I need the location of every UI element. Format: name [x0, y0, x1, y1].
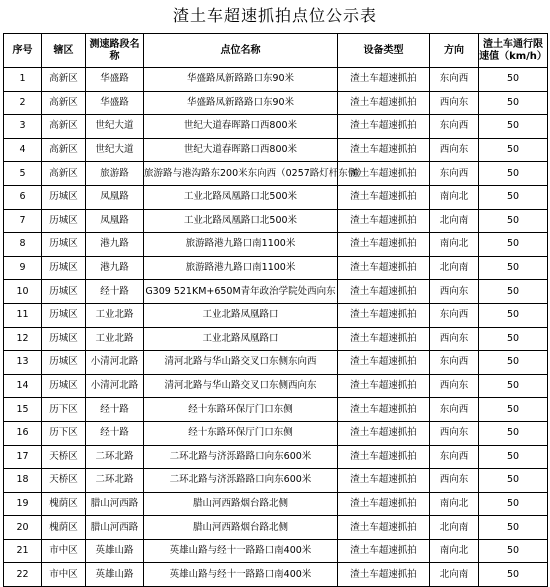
- cell-road-segment: 小清河北路: [86, 351, 144, 375]
- cell-road-segment: 小清河北路: [86, 374, 144, 398]
- cell-location: 经十东路环保厅门口东侧: [144, 398, 338, 422]
- cell-district: 历城区: [42, 185, 86, 209]
- cell-road-segment: 腊山河西路: [86, 516, 144, 540]
- cell-index: 2: [4, 91, 42, 115]
- cell-road-segment: 经十路: [86, 421, 144, 445]
- cell-district: 高新区: [42, 138, 86, 162]
- table-row: [4, 162, 548, 186]
- cell-road-segment: 凤凰路: [86, 185, 144, 209]
- header-road-segment: 测速路段名称: [86, 34, 144, 68]
- cell-district: 市中区: [42, 563, 86, 587]
- cell-device-type: 渣土车超速抓拍: [338, 280, 430, 304]
- cell-speed-limit: 50: [479, 185, 548, 209]
- table-row: [4, 351, 548, 375]
- cell-district: 高新区: [42, 68, 86, 92]
- cell-direction: 西向东: [430, 91, 479, 115]
- header-district: 辖区: [42, 34, 86, 68]
- table-row: [4, 445, 548, 469]
- cell-direction: 东向西: [430, 445, 479, 469]
- cell-direction: 北向南: [430, 256, 479, 280]
- cell-location: 世纪大道春晖路口西800米: [144, 138, 338, 162]
- cell-road-segment: 港九路: [86, 233, 144, 257]
- cell-direction: 西向东: [430, 280, 479, 304]
- table-row: [4, 421, 548, 445]
- cell-speed-limit: 50: [479, 68, 548, 92]
- cell-speed-limit: 50: [479, 138, 548, 162]
- cell-road-segment: 经十路: [86, 280, 144, 304]
- cell-district: 历下区: [42, 398, 86, 422]
- table-row: [4, 209, 548, 233]
- cell-district: 历城区: [42, 209, 86, 233]
- cell-direction: 南向北: [430, 233, 479, 257]
- cell-road-segment: 世纪大道: [86, 138, 144, 162]
- cell-device-type: 渣土车超速抓拍: [338, 516, 430, 540]
- cell-speed-limit: 50: [479, 398, 548, 422]
- table-row: [4, 185, 548, 209]
- cell-road-segment: 二环北路: [86, 469, 144, 493]
- cell-location: 旅游路港九路口南1100米: [144, 256, 338, 280]
- cell-road-segment: 华盛路: [86, 91, 144, 115]
- cell-device-type: 渣土车超速抓拍: [338, 209, 430, 233]
- cell-speed-limit: 50: [479, 469, 548, 493]
- table-row: [4, 91, 548, 115]
- cell-district: 高新区: [42, 91, 86, 115]
- cell-index: 9: [4, 256, 42, 280]
- cell-district: 高新区: [42, 115, 86, 139]
- cell-index: 6: [4, 185, 42, 209]
- cell-index: 11: [4, 303, 42, 327]
- cell-location: 世纪大道春晖路口西800米: [144, 115, 338, 139]
- cell-district: 天桥区: [42, 469, 86, 493]
- cell-district: 历城区: [42, 256, 86, 280]
- cell-index: 17: [4, 445, 42, 469]
- cell-direction: 东向西: [430, 351, 479, 375]
- cell-index: 7: [4, 209, 42, 233]
- cell-speed-limit: 50: [479, 445, 548, 469]
- cell-district: 历城区: [42, 303, 86, 327]
- cell-index: 3: [4, 115, 42, 139]
- table-row: [4, 115, 548, 139]
- page-title: 渣土车超速抓拍点位公示表: [172, 6, 377, 25]
- header-device-type: 设备类型: [338, 34, 430, 68]
- table-row: [4, 138, 548, 162]
- cell-district: 槐荫区: [42, 492, 86, 516]
- cell-location: 工业北路凤凰路口北500米: [144, 185, 338, 209]
- cell-index: 14: [4, 374, 42, 398]
- table-row: [4, 492, 548, 516]
- cell-road-segment: 二环北路: [86, 445, 144, 469]
- cell-location: 华盛路凤新路路口东90米: [144, 68, 338, 92]
- cell-road-segment: 旅游路: [86, 162, 144, 186]
- cell-direction: 北向南: [430, 516, 479, 540]
- cell-speed-limit: 50: [479, 351, 548, 375]
- cell-district: 历下区: [42, 421, 86, 445]
- cell-device-type: 渣土车超速抓拍: [338, 563, 430, 587]
- cell-index: 10: [4, 280, 42, 304]
- cell-direction: 东向西: [430, 162, 479, 186]
- cell-index: 15: [4, 398, 42, 422]
- cell-index: 21: [4, 539, 42, 563]
- cell-direction: 东向西: [430, 303, 479, 327]
- header-index: 序号: [4, 34, 42, 68]
- cell-location: 清河北路与华山路交叉口东侧东向西: [144, 351, 338, 375]
- cell-district: 历城区: [42, 351, 86, 375]
- table-row: [4, 327, 548, 351]
- cell-device-type: 渣土车超速抓拍: [338, 351, 430, 375]
- table-row: [4, 374, 548, 398]
- cell-district: 天桥区: [42, 445, 86, 469]
- table-row: [4, 469, 548, 493]
- cell-location: 清河北路与华山路交叉口东侧西向东: [144, 374, 338, 398]
- cell-device-type: 渣土车超速抓拍: [338, 492, 430, 516]
- cell-location: 英雄山路与经十一路路口南400米: [144, 539, 338, 563]
- cell-index: 5: [4, 162, 42, 186]
- cell-speed-limit: 50: [479, 209, 548, 233]
- cell-direction: 北向南: [430, 209, 479, 233]
- table-row: [4, 68, 548, 92]
- cell-direction: 东向西: [430, 68, 479, 92]
- cell-direction: 南向北: [430, 492, 479, 516]
- cell-speed-limit: 50: [479, 91, 548, 115]
- cell-index: 18: [4, 469, 42, 493]
- cell-index: 1: [4, 68, 42, 92]
- cell-speed-limit: 50: [479, 421, 548, 445]
- cell-road-segment: 华盛路: [86, 68, 144, 92]
- cell-speed-limit: 50: [479, 115, 548, 139]
- cell-device-type: 渣土车超速抓拍: [338, 303, 430, 327]
- cell-index: 13: [4, 351, 42, 375]
- cell-speed-limit: 50: [479, 327, 548, 351]
- cell-location: 工业北路凤凰路口北500米: [144, 209, 338, 233]
- cell-road-segment: 港九路: [86, 256, 144, 280]
- cell-device-type: 渣土车超速抓拍: [338, 445, 430, 469]
- cell-road-segment: 经十路: [86, 398, 144, 422]
- cell-location: 旅游路与港沟路东200米东向西（0257路灯杆东侧）: [144, 162, 338, 186]
- table-row: [4, 398, 548, 422]
- cell-device-type: 渣土车超速抓拍: [338, 162, 430, 186]
- table-row: [4, 516, 548, 540]
- table-row: [4, 256, 548, 280]
- cell-district: 槐荫区: [42, 516, 86, 540]
- cell-location: 二环北路与济泺路路口向东600米: [144, 445, 338, 469]
- table-row: [4, 280, 548, 304]
- table-header-row: [4, 34, 548, 68]
- cell-district: 高新区: [42, 162, 86, 186]
- cell-district: 历城区: [42, 327, 86, 351]
- cell-speed-limit: 50: [479, 516, 548, 540]
- header-location: 点位名称: [144, 34, 338, 68]
- cell-direction: 西向东: [430, 421, 479, 445]
- table-row: [4, 233, 548, 257]
- cell-direction: 西向东: [430, 374, 479, 398]
- cell-index: 8: [4, 233, 42, 257]
- cell-location: 经十东路环保厅门口东侧: [144, 421, 338, 445]
- cell-device-type: 渣土车超速抓拍: [338, 115, 430, 139]
- cell-device-type: 渣土车超速抓拍: [338, 185, 430, 209]
- cell-speed-limit: 50: [479, 233, 548, 257]
- cell-road-segment: 英雄山路: [86, 563, 144, 587]
- cell-district: 历城区: [42, 233, 86, 257]
- cell-device-type: 渣土车超速抓拍: [338, 374, 430, 398]
- cell-speed-limit: 50: [479, 256, 548, 280]
- cell-direction: 西向东: [430, 327, 479, 351]
- cell-index: 16: [4, 421, 42, 445]
- cell-location: 英雄山路与经十一路路口南400米: [144, 563, 338, 587]
- table-body: [4, 68, 548, 587]
- cell-direction: 南向北: [430, 185, 479, 209]
- cell-district: 历城区: [42, 280, 86, 304]
- cell-speed-limit: 50: [479, 539, 548, 563]
- cell-speed-limit: 50: [479, 374, 548, 398]
- cell-index: 12: [4, 327, 42, 351]
- cell-device-type: 渣土车超速抓拍: [338, 233, 430, 257]
- table-row: [4, 563, 548, 587]
- cell-device-type: 渣土车超速抓拍: [338, 68, 430, 92]
- cell-speed-limit: 50: [479, 280, 548, 304]
- cell-speed-limit: 50: [479, 162, 548, 186]
- cell-direction: 北向南: [430, 563, 479, 587]
- table-row: [4, 303, 548, 327]
- cell-index: 22: [4, 563, 42, 587]
- cell-device-type: 渣土车超速抓拍: [338, 421, 430, 445]
- cell-district: 历城区: [42, 374, 86, 398]
- cell-road-segment: 凤凰路: [86, 209, 144, 233]
- cell-direction: 南向北: [430, 539, 479, 563]
- cell-speed-limit: 50: [479, 303, 548, 327]
- cell-device-type: 渣土车超速抓拍: [338, 469, 430, 493]
- table-row: [4, 539, 548, 563]
- cell-road-segment: 工业北路: [86, 303, 144, 327]
- cell-direction: 东向西: [430, 115, 479, 139]
- cell-device-type: 渣土车超速抓拍: [338, 539, 430, 563]
- cell-road-segment: 腊山河西路: [86, 492, 144, 516]
- cell-location: 工业北路凤凰路口: [144, 327, 338, 351]
- cell-location: 二环北路与济泺路路口向东600米: [144, 469, 338, 493]
- cell-location: 旅游路港九路口南1100米: [144, 233, 338, 257]
- cell-road-segment: 英雄山路: [86, 539, 144, 563]
- cell-index: 4: [4, 138, 42, 162]
- cell-location: 华盛路凤新路路口东90米: [144, 91, 338, 115]
- cell-direction: 西向东: [430, 469, 479, 493]
- camera-points-table: [3, 33, 548, 587]
- cell-speed-limit: 50: [479, 563, 548, 587]
- cell-device-type: 渣土车超速抓拍: [338, 256, 430, 280]
- cell-device-type: 渣土车超速抓拍: [338, 138, 430, 162]
- cell-index: 20: [4, 516, 42, 540]
- cell-location: 腊山河西路烟台路北侧: [144, 492, 338, 516]
- cell-location: 腊山河西路烟台路北侧: [144, 516, 338, 540]
- header-direction: 方向: [430, 34, 479, 68]
- cell-location: G309 521KM+650M青年政治学院处西向东: [144, 280, 338, 304]
- cell-direction: 西向东: [430, 138, 479, 162]
- cell-road-segment: 工业北路: [86, 327, 144, 351]
- cell-direction: 东向西: [430, 398, 479, 422]
- cell-device-type: 渣土车超速抓拍: [338, 398, 430, 422]
- cell-device-type: 渣土车超速抓拍: [338, 91, 430, 115]
- cell-device-type: 渣土车超速抓拍: [338, 327, 430, 351]
- cell-district: 市中区: [42, 539, 86, 563]
- header-speed-limit: 渣土车通行限速值（km/h）: [479, 34, 548, 68]
- cell-index: 19: [4, 492, 42, 516]
- cell-location: 工业北路凤凰路口: [144, 303, 338, 327]
- cell-speed-limit: 50: [479, 492, 548, 516]
- cell-road-segment: 世纪大道: [86, 115, 144, 139]
